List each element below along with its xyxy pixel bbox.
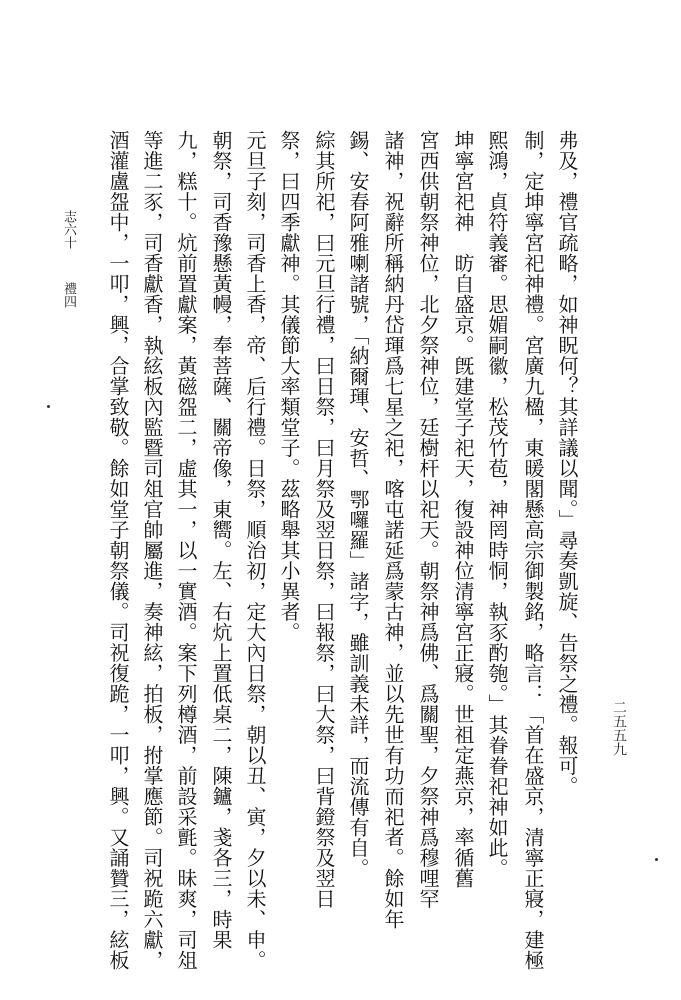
text-column-8: 綜其所祀，曰元旦行禮，曰日祭，曰月祭及翌日祭，曰報祭，曰大祭，曰背鐙祭及翌日 [312, 130, 336, 909]
text-column-3: 熙鴻，貞符義審。思媚嗣徽，松茂竹苞，神罔時恫，執豕酌匏。」其眷眷祀神如此。 [485, 130, 509, 879]
text-column-7: 錫、安春阿雅喇諸號，「納爾琿、安哲、鄂囉羅」諸字，雖訓義未詳，而流傳有自。 [346, 130, 370, 879]
text-column-10: 元旦子刻，司香上香，帝、后行禮。日祭，順治初，定大內日祭，朝以丑、寅，夕以未、申。 [243, 130, 267, 971]
folio-section: 禮四 [61, 282, 76, 308]
print-speck [47, 405, 50, 408]
text-column-2: 制，定坤寧宮祀神禮。宮廣九楹，東暖閣懸高宗御製銘，略言：「首在盛京，清寧正寢，建極 [521, 130, 545, 971]
folio-juan: 志六十 [61, 210, 76, 249]
text-column-11: 朝祭，司香豫懸黃幔，奉菩薩、關帝像，東嚮。左、右炕上置低桌二，陳鑪，戔各三，時果 [209, 130, 233, 950]
text-column-4: 坤寧宮祀神 昉自盛京。旣建堂子祀天，復設神位清寧宮正寢。世祖定燕京，率循舊 [451, 130, 475, 889]
text-column-13: 等進二豕，司香獻香，執絃板內監暨司俎官帥屬進，奏神絃，拍板，拊掌應節。司祝跪六獻， [140, 130, 164, 971]
text-column-1: 弗及，禮官疏略，如神眖何？其詳議以聞。」尋奏凱旋、告祭之禮。報可。 [555, 130, 579, 797]
text-column-12: 九，糕十。炕前置獻案，黃磁盌二，虛其一，以一實酒。案下列樽酒，前設采氈。昧爽，司俎 [174, 130, 198, 971]
print-speck [655, 858, 658, 861]
text-column-9: 祭，曰四季獻神。其儀節大率類堂子。茲略舉其小異者。 [277, 130, 301, 643]
text-column-5: 宮西供朝祭神位，北夕祭神位，廷樹杆以祀天。朝祭神爲佛、爲關聖，夕祭神爲穆哩罕 [416, 130, 440, 909]
text-column-6: 諸神，祝辭所稱納丹岱琿爲七星之祀，喀屯諾延爲蒙古神，並以先世有功而祀者。餘如年 [381, 130, 405, 930]
text-column-14: 酒灌盧盌中，一叩，興，合掌致敬。餘如堂子朝祭儀。司祝復跪，一叩，興。又誦贊三，絃板 [106, 130, 130, 971]
page-number: 二五五九 [611, 700, 627, 756]
